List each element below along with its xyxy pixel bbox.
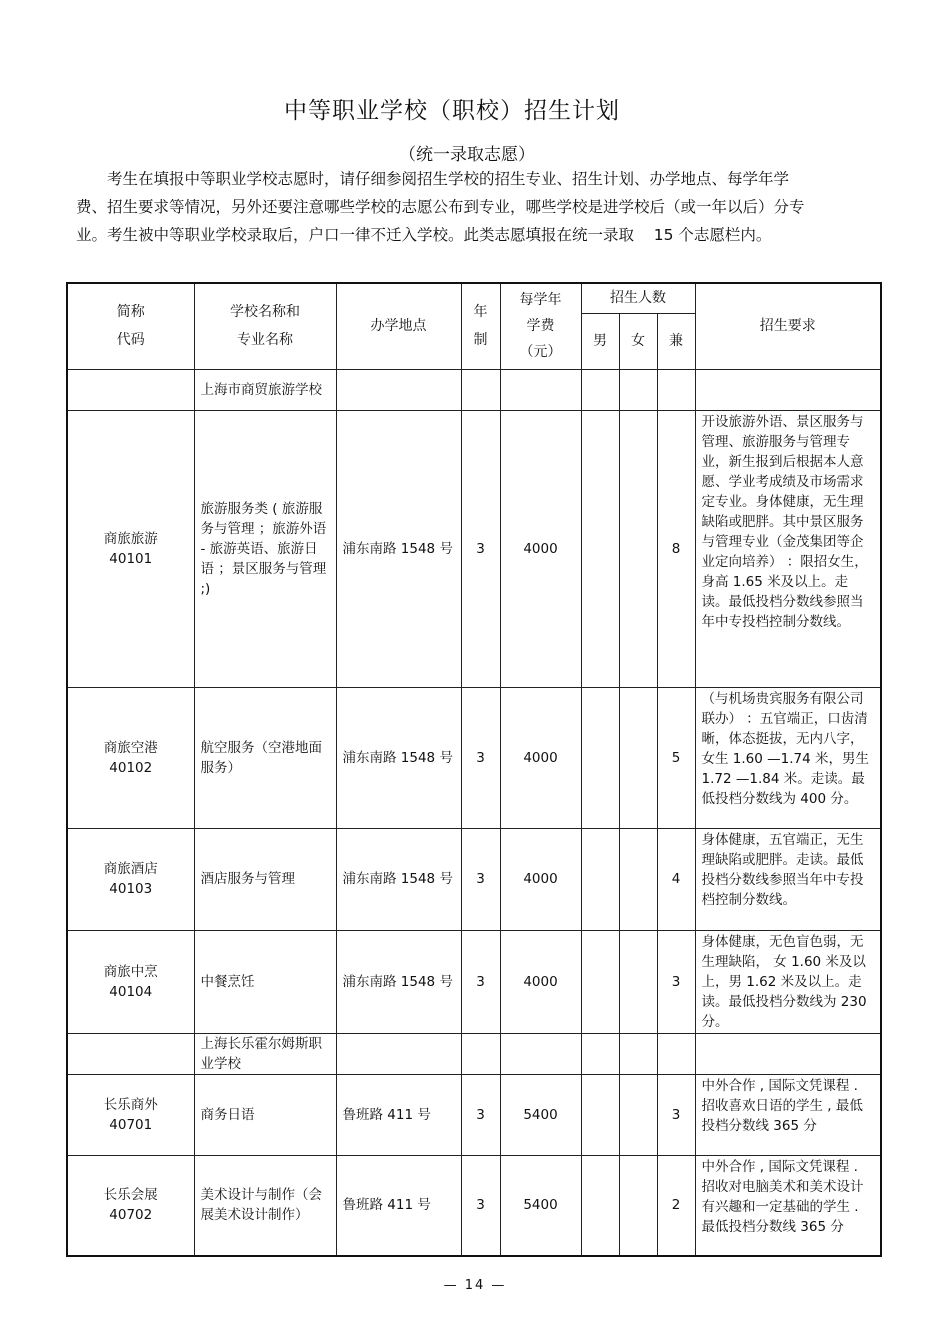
table-row bbox=[67, 930, 881, 1033]
both-count: 2 bbox=[657, 1155, 695, 1256]
years: 3 bbox=[461, 930, 500, 1033]
male-count bbox=[581, 828, 619, 930]
table-row bbox=[67, 1074, 881, 1155]
fee: 5400 bbox=[500, 1074, 581, 1155]
both-count: 3 bbox=[657, 930, 695, 1033]
requirements: 开设旅游外语、景区服务与管理、旅游服务与管理专业，新生报到后根据本人意愿、学业考成绩及市场需求定专业。身体健康，无生理缺陷或肥胖。其中景区服务与管理专业（金茂集团等企业定向培养） ：限招女生，身高 1.65 米及以上。走读。最低投档分数线参照当年中专投档控制分数线。 bbox=[695, 410, 881, 687]
female-count bbox=[619, 828, 657, 930]
table-row bbox=[67, 687, 881, 828]
fee: 4000 bbox=[500, 687, 581, 828]
school-row bbox=[67, 369, 881, 410]
years: 3 bbox=[461, 828, 500, 930]
page-title: 中等职业学校（职校）招生计划 bbox=[284, 98, 620, 124]
table-row bbox=[67, 828, 881, 930]
school-location: 鲁班路 411 号 bbox=[336, 1155, 461, 1256]
fee: 4000 bbox=[500, 930, 581, 1033]
major-code: 商旅酒店 40103 bbox=[67, 828, 194, 930]
major-code: 商旅旅游 40101 bbox=[67, 410, 194, 687]
header-male: 男 bbox=[581, 313, 619, 369]
enrollment-table bbox=[66, 282, 882, 1257]
both-count: 4 bbox=[657, 828, 695, 930]
fee: 5400 bbox=[500, 1155, 581, 1256]
header-code: 简称 代码 bbox=[67, 283, 194, 369]
female-count bbox=[619, 687, 657, 828]
male-count bbox=[581, 1074, 619, 1155]
table-row bbox=[67, 410, 881, 687]
major-name: 中餐烹饪 bbox=[194, 930, 336, 1033]
major-name: 酒店服务与管理 bbox=[194, 828, 336, 930]
female-count bbox=[619, 930, 657, 1033]
intro-paragraph bbox=[76, 165, 816, 249]
fee: 4000 bbox=[500, 828, 581, 930]
years: 3 bbox=[461, 410, 500, 687]
header-location: 办学地点 bbox=[336, 283, 461, 369]
header-school: 学校名称和 专业名称 bbox=[194, 283, 336, 369]
school-name: 上海市商贸旅游学校 bbox=[194, 369, 336, 410]
page-number: — 14 — bbox=[443, 1278, 507, 1293]
male-count bbox=[581, 410, 619, 687]
header-fee: 每学年 学费 （元） bbox=[500, 283, 581, 369]
male-count bbox=[581, 687, 619, 828]
requirements: （与机场贵宾服务有限公司联办） ：五官端正，口齿清晰，体态挺拔，无内八字，女生 1.60 —1.74 米，男生 1.72 —1.84 米。走读。最低投档分数线为 400 分。 bbox=[695, 687, 881, 828]
both-count: 8 bbox=[657, 410, 695, 687]
major-code: 长乐商外 40701 bbox=[67, 1074, 194, 1155]
requirements: 身体健康，无色盲色弱，无生理缺陷， 女 1.60 米及以上，男 1.62 米及以上。走读。最低投档分数线为 230 分。 bbox=[695, 930, 881, 1033]
header-both: 兼 bbox=[657, 313, 695, 369]
header-years: 年 制 bbox=[461, 283, 500, 369]
page-subtitle: （统一录取志愿） bbox=[399, 145, 535, 165]
requirements: 中外合作 , 国际文凭课程 . 招收对电脑美术和美术设计有兴趣和一定基础的学生 . 最低投档分数线 365 分 bbox=[695, 1155, 881, 1256]
intro-text: 考生在填报中等职业学校志愿时，请仔细参阅招生学校的招生专业、招生计划、办学地点、每学年学费、招生要求等情况，另外还要注意哪些学校的志愿公布到专业，哪些学校是进学校后（或一年以后）分专业。考生被中等职业学校录取后，户口一律不迁入学校。此类志愿填报在统一录取 bbox=[76, 170, 805, 244]
male-count bbox=[581, 930, 619, 1033]
header-enroll-count: 招生人数 bbox=[581, 283, 695, 313]
school-location: 浦东南路 1548 号 bbox=[336, 687, 461, 828]
school-name: 上海长乐霍尔姆斯职业学校 bbox=[194, 1033, 336, 1074]
school-location: 浦东南路 1548 号 bbox=[336, 828, 461, 930]
female-count bbox=[619, 1155, 657, 1256]
major-name: 旅游服务类 ( 旅游服务与管理 ；旅游外语 - 旅游英语、旅游日语 ；景区服务与管理 ;) bbox=[194, 410, 336, 687]
major-name: 航空服务（空港地面服务） bbox=[194, 687, 336, 828]
intro-text-end: 15 个志愿栏内。 bbox=[653, 226, 772, 244]
female-count bbox=[619, 1074, 657, 1155]
years: 3 bbox=[461, 1155, 500, 1256]
female-count bbox=[619, 410, 657, 687]
school-location: 浦东南路 1548 号 bbox=[336, 930, 461, 1033]
school-row bbox=[67, 1033, 881, 1074]
header-requirements: 招生要求 bbox=[695, 283, 881, 369]
both-count: 3 bbox=[657, 1074, 695, 1155]
school-location: 浦东南路 1548 号 bbox=[336, 410, 461, 687]
male-count bbox=[581, 1155, 619, 1256]
requirements: 中外合作 , 国际文凭课程 . 招收喜欢日语的学生 , 最低投档分数线 365 分 bbox=[695, 1074, 881, 1155]
requirements: 身体健康，五官端正，无生理缺陷或肥胖。走读。最低投档分数线参照当年中专投档控制分数线。 bbox=[695, 828, 881, 930]
both-count: 5 bbox=[657, 687, 695, 828]
major-name: 美术设计与制作（会展美术设计制作） bbox=[194, 1155, 336, 1256]
fee: 4000 bbox=[500, 410, 581, 687]
major-code: 商旅空港 40102 bbox=[67, 687, 194, 828]
years: 3 bbox=[461, 687, 500, 828]
major-name: 商务日语 bbox=[194, 1074, 336, 1155]
table-row bbox=[67, 1155, 881, 1256]
header-female: 女 bbox=[619, 313, 657, 369]
school-location: 鲁班路 411 号 bbox=[336, 1074, 461, 1155]
years: 3 bbox=[461, 1074, 500, 1155]
major-code: 长乐会展 40702 bbox=[67, 1155, 194, 1256]
major-code: 商旅中烹 40104 bbox=[67, 930, 194, 1033]
